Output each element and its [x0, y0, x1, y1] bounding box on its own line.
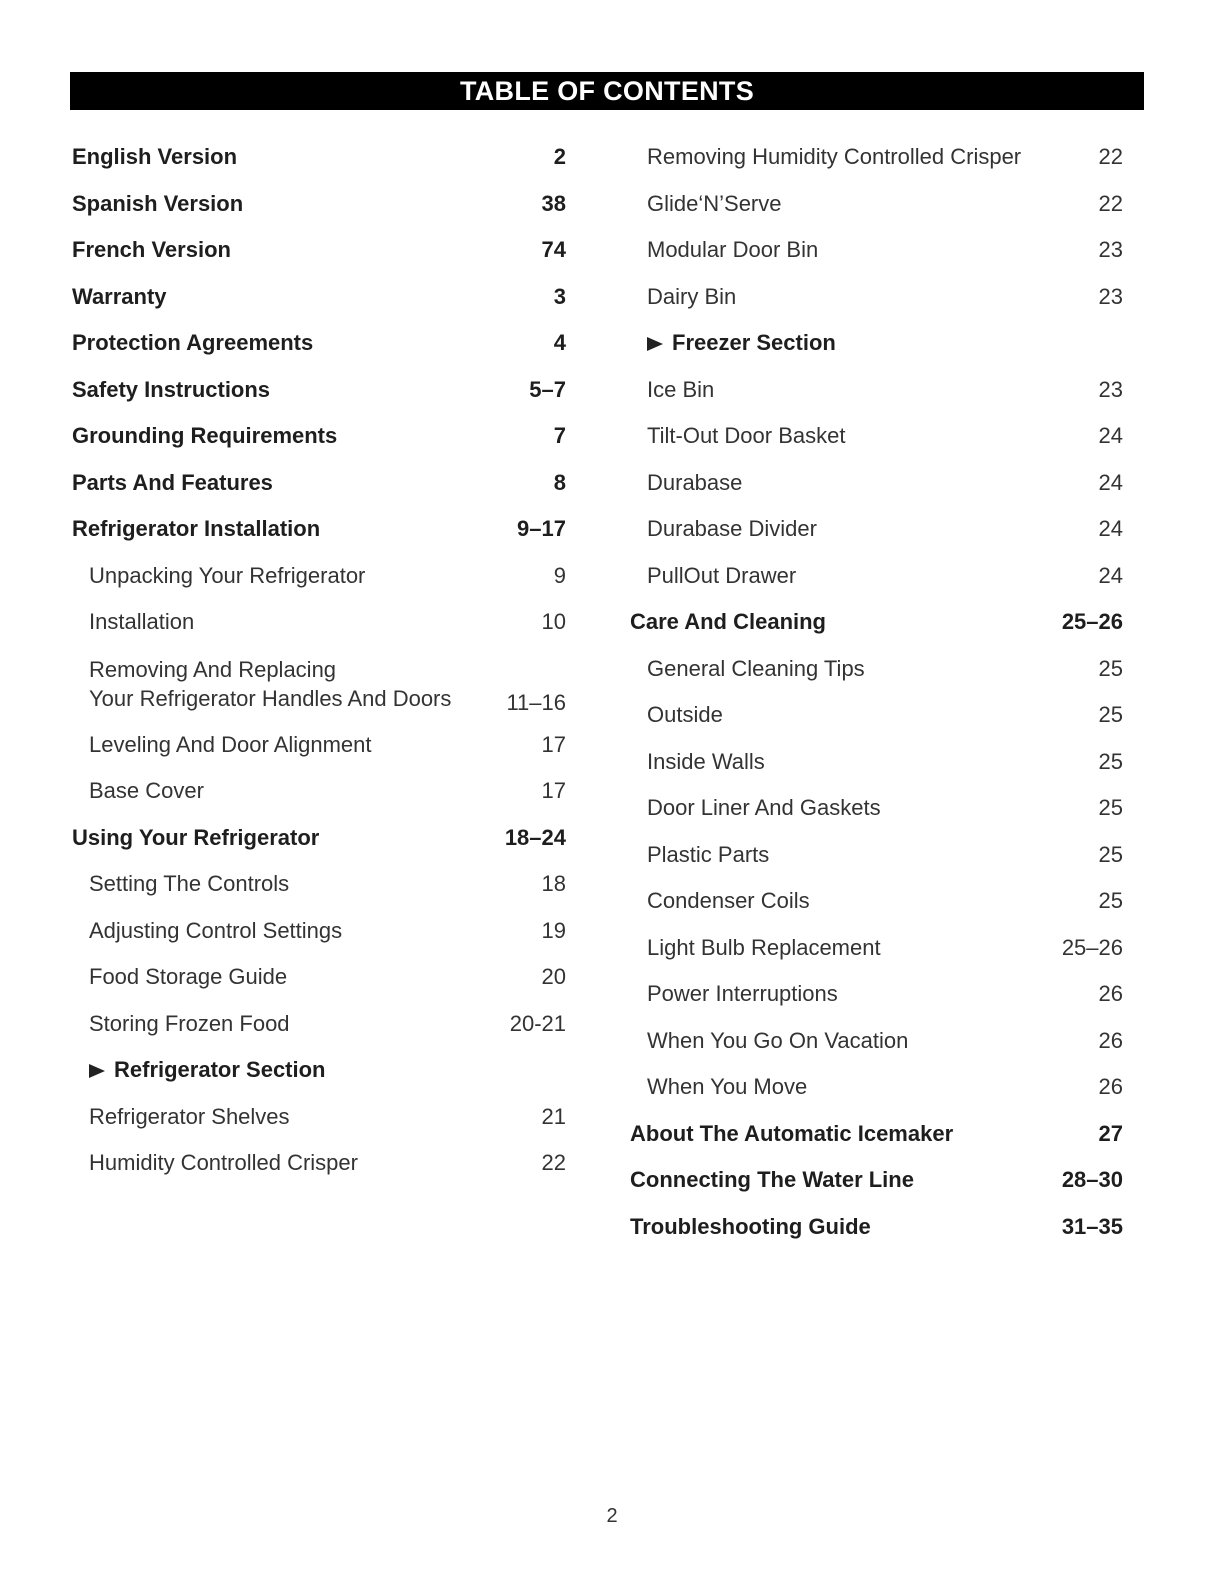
toc-entry-label: [630, 284, 736, 310]
toc-entry: [72, 181, 566, 228]
toc-entry-text: Unpacking Your Refrigerator: [89, 562, 366, 588]
toc-entry-page: 8: [553, 469, 566, 495]
toc-entry-page: 25: [1098, 748, 1123, 774]
toc-entry-label: [72, 609, 194, 635]
toc-entry-label: [72, 191, 243, 217]
toc-entry-text: Troubleshooting Guide: [630, 1213, 871, 1239]
toc-entry: [630, 181, 1123, 228]
toc-entry-label: [630, 1028, 908, 1054]
toc-entry-text: Inside Walls: [647, 748, 765, 774]
toc-entry: [72, 506, 566, 553]
toc-title: TABLE OF CONTENTS: [459, 75, 755, 106]
toc-entry-text: Removing And Replacing: [89, 656, 337, 682]
toc-entry-label: [72, 1150, 358, 1176]
toc-entry-label: [72, 423, 337, 449]
toc-entry-label: [630, 1167, 914, 1193]
toc-entry-label: [630, 795, 881, 821]
right-arrow-icon: [89, 1064, 105, 1078]
toc-entry-page: 38: [541, 190, 566, 216]
toc-entry-text: Grounding Requirements: [72, 423, 338, 449]
toc-entry: [72, 1094, 566, 1141]
toc-entry: [630, 320, 1123, 367]
toc-entry-label: [72, 377, 270, 403]
toc-entry-page: 22: [541, 1150, 566, 1176]
toc-entry-label: [72, 1057, 326, 1083]
toc-entry: [72, 413, 566, 460]
page-number: 2: [606, 1505, 618, 1527]
toc-entry-page: 25: [1098, 702, 1123, 728]
toc-entry: [630, 460, 1123, 507]
toc-entry: [72, 320, 566, 367]
toc-entry-page: 25: [1098, 655, 1123, 681]
toc-entry-text: Condenser Coils: [647, 888, 810, 914]
toc-entry: [72, 134, 566, 181]
toc-entry-text: French Version: [72, 237, 231, 263]
toc-entry-page: 11–16: [506, 689, 566, 715]
toc-entry: [630, 878, 1123, 925]
toc-entry: [630, 134, 1123, 181]
toc-entry-label: [72, 516, 320, 542]
toc-entry-text: Freezer Section: [672, 330, 836, 356]
toc-entry-page: 17: [541, 778, 566, 804]
toc-entry: [72, 861, 566, 908]
toc-entry-page: 25: [1098, 795, 1123, 821]
toc-entry-page: 25–26: [1061, 934, 1123, 960]
toc-entry-text: Power Interruptions: [647, 981, 838, 1007]
toc-entry-label: [72, 964, 287, 990]
toc-entry-page: 23: [1098, 376, 1123, 402]
toc-entry-text: General Cleaning Tips: [647, 655, 865, 681]
toc-entry-page: 26: [1098, 981, 1123, 1007]
toc-entry-label: [72, 284, 167, 310]
toc-entry: [72, 1047, 566, 1094]
toc-entry-text: Plastic Parts: [647, 841, 770, 867]
toc-entry-label: [72, 732, 372, 758]
toc-entry-label: [72, 144, 237, 170]
toc-entry-label: [630, 516, 817, 542]
toc-entry: [72, 274, 566, 321]
toc-entry: [72, 553, 566, 600]
toc-entry: [630, 506, 1123, 553]
toc-entry-text: English Version: [72, 144, 238, 170]
toc-entry-label: [630, 470, 742, 496]
toc-entry-label: [630, 191, 782, 217]
toc-entry-label: [630, 656, 865, 682]
toc-entry: [630, 227, 1123, 274]
toc-entry-page: 22: [1098, 144, 1123, 170]
toc-entry-text-line2: Your Refrigerator Handles And Doors: [89, 685, 452, 711]
toc-entry-page: 24: [1098, 469, 1123, 495]
toc-entry-page: 3: [553, 283, 566, 309]
toc-entry-text: Installation: [89, 609, 195, 635]
toc-entry-page: 21: [541, 1103, 566, 1129]
toc-entry-page: 5–7: [529, 376, 566, 402]
toc-entry-label: [72, 330, 313, 356]
toc-entry: [72, 227, 566, 274]
toc-entry: [630, 646, 1123, 693]
toc-entry-label: [72, 778, 204, 804]
toc-entry: [72, 367, 566, 414]
toc-entry-text: Durabase: [647, 469, 743, 495]
toc-entry-page: 18–24: [504, 824, 566, 850]
toc-entry: [630, 599, 1123, 646]
toc-entry-label: [630, 749, 765, 775]
toc-entry-label: [630, 935, 881, 961]
toc-entry-label: [72, 655, 451, 713]
toc-entry-text: Modular Door Bin: [647, 237, 819, 263]
toc-entry: [72, 954, 566, 1001]
toc-entry-page: 20: [541, 964, 566, 990]
toc-entry: [72, 460, 566, 507]
toc-entry-text: Tilt-Out Door Basket: [647, 423, 846, 449]
toc-entry-label: [630, 423, 845, 449]
toc-entry-page: 17: [541, 731, 566, 757]
toc-entry-page: 25–26: [1061, 609, 1123, 635]
right-arrow-icon: [647, 337, 663, 351]
toc-entry: [630, 785, 1123, 832]
toc-entry-text: Food Storage Guide: [89, 964, 288, 990]
toc-entry-text: Glide‘N’Serve: [647, 190, 782, 216]
toc-left-column: [72, 134, 566, 1187]
toc-entry: [630, 925, 1123, 972]
toc-entry-page: 26: [1098, 1074, 1123, 1100]
toc-entry-text: Dairy Bin: [647, 283, 737, 309]
toc-entry-page: 25: [1098, 888, 1123, 914]
toc-entry-text: Removing Humidity Controlled Crisper: [647, 144, 1022, 170]
toc-entry: [630, 1204, 1123, 1251]
toc-entry-label: [630, 1121, 953, 1147]
toc-entry-text: Connecting The Water Line: [630, 1167, 914, 1193]
toc-entry: [72, 1140, 566, 1187]
toc-entry-label: [72, 237, 231, 263]
toc-entry-text: Leveling And Door Alignment: [89, 731, 372, 757]
toc-entry-label: [72, 871, 289, 897]
toc-entry: [630, 1018, 1123, 1065]
toc-entry-page: 74: [541, 237, 566, 263]
toc-entry-text: About The Automatic Icemaker: [630, 1120, 954, 1146]
toc-entry-label: [72, 1011, 290, 1037]
toc-entry-text: Storing Frozen Food: [89, 1010, 290, 1036]
toc-entry: [630, 692, 1123, 739]
toc-entry-label: [630, 563, 796, 589]
toc-entry-text: When You Go On Vacation: [647, 1027, 909, 1053]
toc-entry-page: 9: [553, 562, 566, 588]
toc-entry: [72, 768, 566, 815]
toc-entry-text: Refrigerator Section: [114, 1057, 326, 1083]
toc-entry-label: [630, 144, 1021, 170]
toc-entry: [72, 646, 566, 722]
toc-entry-text: Protection Agreements: [72, 330, 314, 356]
toc-entry-text: Ice Bin: [647, 376, 715, 402]
toc-entry: [630, 367, 1123, 414]
toc-entry: [630, 413, 1123, 460]
toc-entry-page: 10: [541, 609, 566, 635]
toc-entry-page: 18: [541, 871, 566, 897]
toc-entry-text: PullOut Drawer: [647, 562, 797, 588]
toc-entry-label: [630, 1214, 871, 1240]
toc-entry: [630, 274, 1123, 321]
toc-entry-page: 9–17: [517, 516, 566, 542]
toc-entry: [630, 553, 1123, 600]
toc-entry-page: 26: [1098, 1027, 1123, 1053]
toc-entry-page: 23: [1098, 283, 1123, 309]
toc-entry-label: [72, 563, 365, 589]
toc-right-column: [630, 134, 1123, 1250]
toc-entry-text: Durabase Divider: [647, 516, 817, 542]
toc-entry-text: Light Bulb Replacement: [647, 934, 881, 960]
toc-entry-text: Care And Cleaning: [630, 609, 826, 635]
toc-entry-page: 19: [541, 917, 566, 943]
toc-entry-page: 24: [1098, 562, 1123, 588]
toc-entry-text: Base Cover: [89, 778, 204, 804]
toc-entry-text: Humidity Controlled Crisper: [89, 1150, 358, 1176]
toc-entry-label: [72, 918, 342, 944]
toc-entry-label: [630, 609, 826, 635]
toc-entry-label: [630, 377, 714, 403]
toc-entry-page: 31–35: [1061, 1213, 1123, 1239]
toc-entry-page: 25: [1098, 841, 1123, 867]
toc-entry-label: [630, 237, 818, 263]
toc-entry-text: Refrigerator Shelves: [89, 1103, 290, 1129]
toc-entry-label: [630, 981, 838, 1007]
toc-entry-text: Setting The Controls: [89, 871, 290, 897]
toc-entry-page: 22: [1098, 190, 1123, 216]
toc-entry-text: Adjusting Control Settings: [89, 917, 343, 943]
toc-entry-page: 7: [553, 423, 566, 449]
toc-entry-text: Door Liner And Gaskets: [647, 795, 881, 821]
toc-entry-label: [630, 702, 723, 728]
toc-entry-page: 24: [1098, 423, 1123, 449]
toc-entry: [630, 1111, 1123, 1158]
toc-entry: [630, 1157, 1123, 1204]
toc-entry-label: [72, 825, 319, 851]
toc-entry-text: Warranty: [72, 283, 167, 309]
toc-entry-page: 23: [1098, 237, 1123, 263]
toc-entry-label: [630, 330, 836, 356]
toc-entry-text: When You Move: [647, 1074, 808, 1100]
toc-entry-text: Parts And Features: [72, 469, 273, 495]
toc-entry: [72, 599, 566, 646]
toc-entry-page: 24: [1098, 516, 1123, 542]
toc-entry: [630, 739, 1123, 786]
toc-entry-text: Refrigerator Installation: [72, 516, 321, 542]
toc-entry-label: [630, 888, 810, 914]
toc-entry: [72, 908, 566, 955]
toc-entry-text: Safety Instructions: [72, 376, 271, 402]
toc-entry-page: 27: [1098, 1120, 1123, 1146]
toc-entry-page: 28–30: [1061, 1167, 1123, 1193]
toc-entry: [72, 722, 566, 769]
toc-entry: [630, 832, 1123, 879]
toc-entry-page: 2: [553, 144, 566, 170]
toc-entry: [72, 815, 566, 862]
toc-entry-label: [630, 1074, 807, 1100]
toc-entry-text: Spanish Version: [72, 190, 244, 216]
toc-entry: [630, 1064, 1123, 1111]
toc-header-banner: [70, 72, 1144, 110]
toc-entry-page: 4: [553, 330, 566, 356]
toc-entry: [72, 1001, 566, 1048]
toc-entry-label: [72, 1104, 290, 1130]
toc-entry-page: 20-21: [509, 1010, 566, 1036]
toc-entry: [630, 971, 1123, 1018]
toc-entry-text: Outside: [647, 702, 723, 728]
toc-entry-text: Using Your Refrigerator: [72, 824, 320, 850]
toc-entry-label: [630, 842, 769, 868]
toc-entry-label: [72, 470, 273, 496]
